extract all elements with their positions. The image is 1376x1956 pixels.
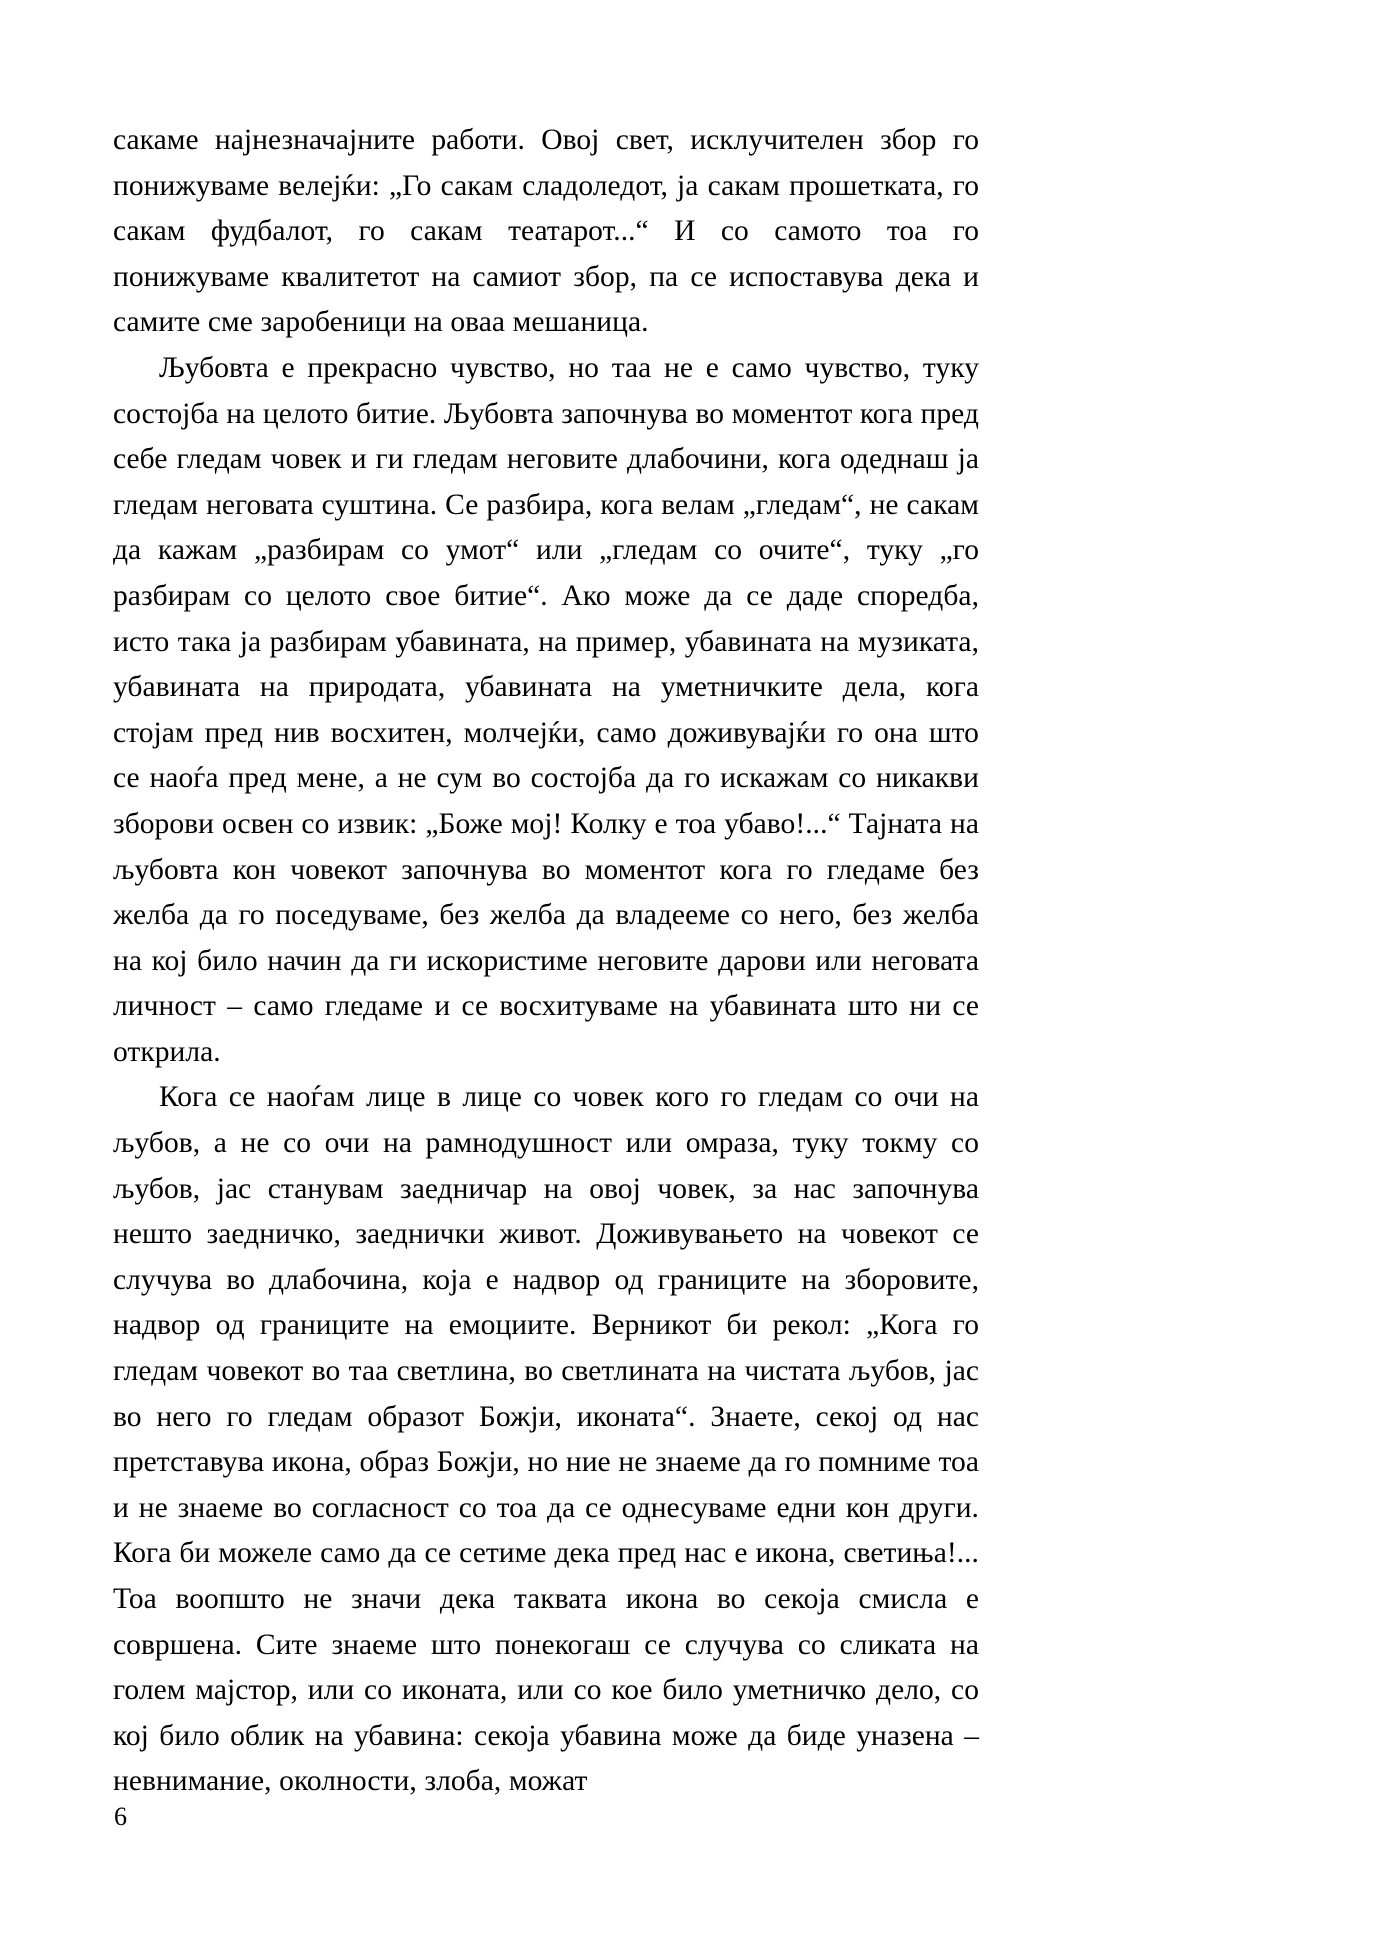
page-number: 6: [114, 1802, 127, 1831]
paragraph-face-to-face: Кога се наоѓам лице в лице со човек кого го гледам со очи на љубов, а не со очи на рамнодушност или омраза, туку токму со љубов, јас станувам заедничар на овој човек, за нас започнува нешто заедничко, заеднички живот. Доживувањето на човекот се случува во длабочина, која е надвор од границите на зборовите, надвор од границите на емоциите. Верникот би рекол: „Кога го гледам човекот во таа светлина, во светлината на чистата љубов, јас во него го гледам образот Божји, иконата“. Знаете, секој од нас претставува икона, образ Божји, но ние не знаеме да го помниме тоа и не знаеме во согласност со тоа да се однесуваме едни кон други. Кога би можеле само да се сетиме дека пред нас е икона, светиња!... Тоа воопшто не значи дека таквата икона во секоја смисла е совршена. Сите знаеме што понекогаш се случува со сликата на голем мајстор, или со иконата, или со кое било уметничко дело, со кој било облик на убавина: секоја убавина може да биде уназена – невнимание, околности, злоба, можат: [113, 1081, 979, 1798]
paragraph-continued: сакаме најнезначајните работи. Овој свет, исклучителен збор го понижуваме велејќи: „Го сакам сладоледот, ја сакам прошетката, го сакам фудбалот, го сакам театарот...“ И со самото тоа го понижуваме квалитетот на самиот збор, па се испоставува дека и самите сме заробеници на оваа мешаница.: [113, 124, 979, 339]
body-text-column: [113, 118, 979, 1805]
paragraph-love-is-a-wonderful-feeling: Љубовта е прекрасно чувство, но таа не е само чувство, туку состојба на целото битие. Љубовта започнува во моментот кога пред себе гледам човек и ги гледам неговите длабочини, кога одеднаш ја гледам неговата суштина. Се разбира, кога велам „гледам“, не сакам да кажам „разбирам со умот“ или „гледам со очите“, туку „го разбирам со целото свое битие“. Ако може да се даде споредба, исто така ја разбирам убавината, на пример, убавината на музиката, убавината на природата, убавината на уметничките дела, кога стојам пред нив восхитен, молчејќи, само доживувајќи го она што се наоѓа пред мене, а не сум во состојба да го искажам со никакви зборови освен со извик: „Боже мој! Колку е тоа убаво!...“ Тајната на љубовта кон човекот започнува во моментот кога го гледаме без желба да го поседуваме, без желба да владееме со него, без желба на кој било начин да ги искористиме неговите дарови или неговата личност – само гледаме и се восхитуваме на убавината што ни се открила.: [113, 351, 979, 1068]
